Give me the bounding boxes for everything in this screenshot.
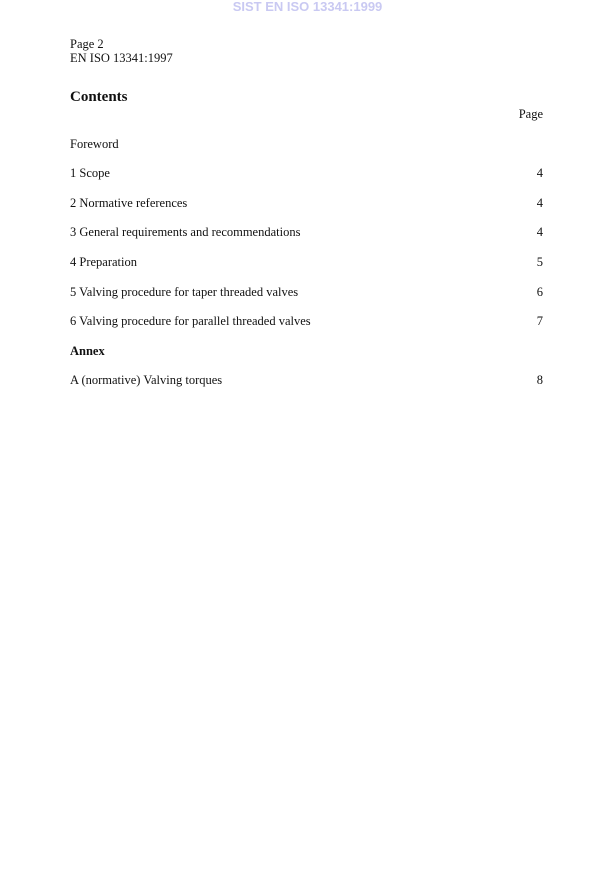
page-number: Page 2 xyxy=(70,37,104,51)
toc-page: 6 xyxy=(536,285,543,299)
toc-entry-parallel-threaded[interactable]: 6 Valving procedure for parallel threaded valves xyxy=(70,314,311,328)
toc-entry-preparation[interactable]: 4 Preparation xyxy=(70,255,137,269)
toc-page: 4 xyxy=(536,166,543,180)
toc-page: 7 xyxy=(536,314,543,328)
toc-entry-general-requirements[interactable]: 3 General requirements and recommendations xyxy=(70,225,301,239)
page-column-label: Page xyxy=(518,107,543,121)
toc-page: 4 xyxy=(536,225,543,239)
toc-entry-foreword[interactable]: Foreword xyxy=(70,137,119,151)
toc-entry-scope[interactable]: 1 Scope xyxy=(70,166,110,180)
toc-entry-normative-references[interactable]: 2 Normative references xyxy=(70,196,188,210)
toc-page: 5 xyxy=(536,255,543,269)
annex-heading: Annex xyxy=(70,344,105,358)
toc-page: 4 xyxy=(536,196,543,210)
toc-entry-annex-a[interactable]: A (normative) Valving torques xyxy=(70,373,223,387)
toc-page: 8 xyxy=(536,373,543,387)
contents-title: Contents xyxy=(70,89,128,105)
watermark: SIST EN ISO 13341:1999 xyxy=(232,0,383,14)
standard-id: EN ISO 13341:1997 xyxy=(70,51,173,65)
toc-entry-taper-threaded[interactable]: 5 Valving procedure for taper threaded valves xyxy=(70,285,299,299)
